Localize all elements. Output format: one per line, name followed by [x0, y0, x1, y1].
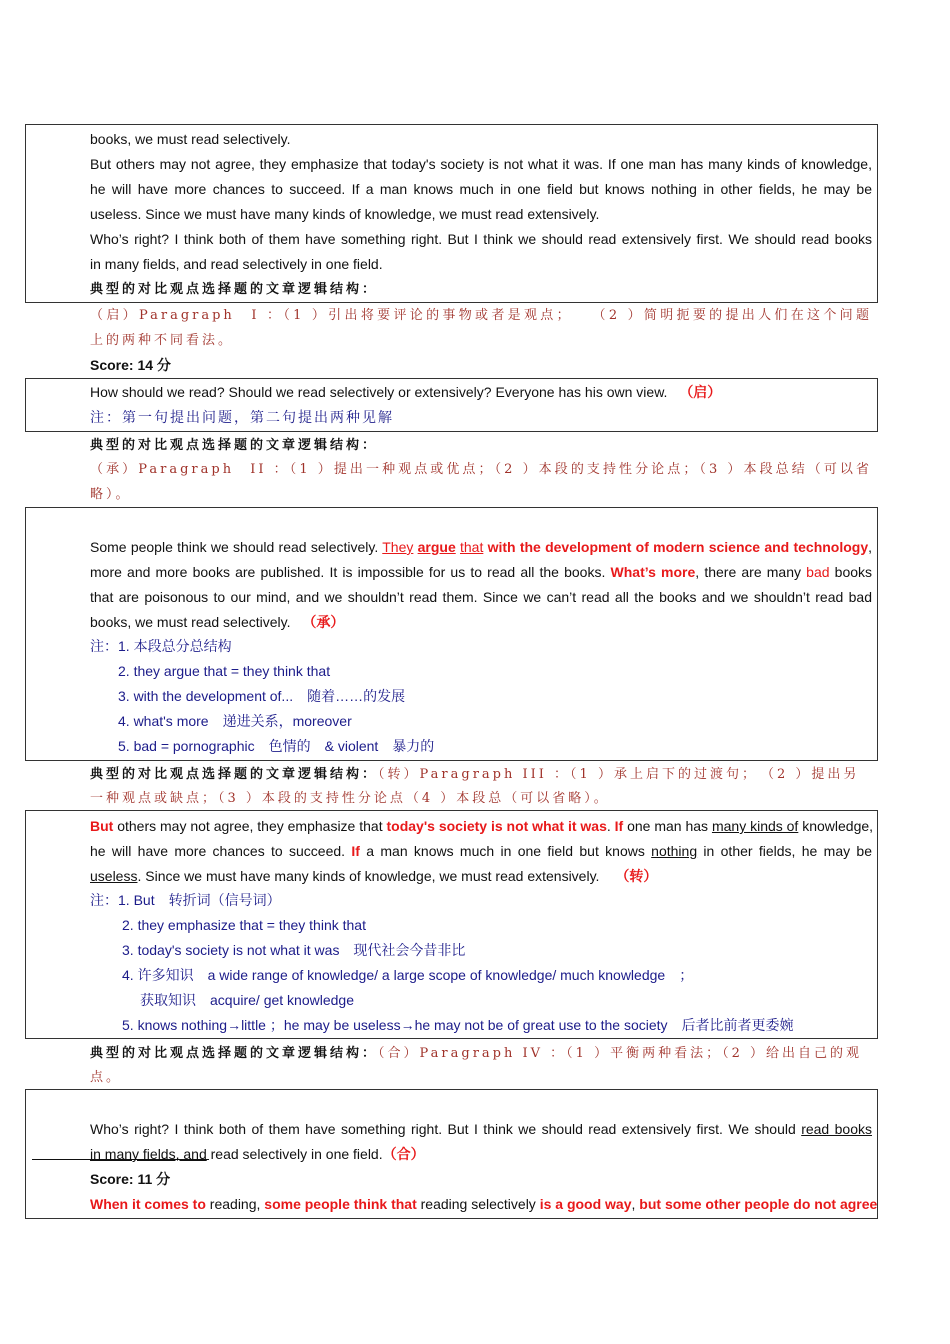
structure-heading: 典型的对比观点选择题的文章逻辑结构： — [90, 438, 379, 453]
essay-line: that are poisonous to our mind, and we shouldn’t read them. Since we can’t read all the books and we shouldn’t read bad — [90, 589, 872, 605]
highlight-text: some people think that — [264, 1196, 417, 1212]
paragraph-structure-note: （转）Paragraph III ：（1 ）承上启下的过渡句； （2 ）提出另 — [378, 767, 860, 782]
essay-text: others may not agree, they emphasize that — [113, 818, 387, 834]
essay-line: useless. Since we must have many kinds of knowledge, we must read extensively. — [90, 206, 600, 222]
essay-line: Who’s right? I think both of them have something right. But I think we should read extensively first. We should read books — [90, 231, 872, 247]
annotation-note: 注：1. But 转折词（信号词） — [90, 892, 281, 908]
essay-text: in other fields, he may be — [697, 843, 873, 859]
highlight-text: but some other people do not agree — [639, 1196, 878, 1212]
essay-text: Who’s right? I think both of them have something right. But I think we should read extensively first. We should — [90, 1121, 802, 1137]
highlight-text: If — [351, 843, 360, 859]
highlight-text: is a good way — [539, 1196, 632, 1212]
section-tag: （承） — [302, 614, 345, 630]
essay-text: reading, — [205, 1196, 265, 1212]
annotation-note: 4. what's more 递进关系，moreover — [118, 713, 352, 729]
essay-text: How should we read? Should we read selectively or extensively? Everyone has his own view. — [90, 384, 668, 400]
paragraph-structure-note: 点。 — [90, 1070, 123, 1085]
highlight-text: But — [90, 818, 114, 834]
underlined-text: in many fields, and — [90, 1146, 207, 1162]
structure-heading: 典型的对比观点选择题的文章逻辑结构： — [90, 282, 379, 297]
score-label: Score: 11 分 — [90, 1171, 171, 1187]
essay-line — [90, 380, 872, 405]
essay-text: more and more books are published. It is impossible for us to read all the books. — [90, 564, 606, 580]
structure-heading-line — [90, 761, 872, 786]
essay-line — [90, 560, 872, 585]
annotation-note: 5. knows nothing→little ；he may be useless→he may not be of great use to the society 后者比前者更委婉 — [122, 1017, 794, 1033]
essay-line — [90, 1192, 878, 1217]
annotation-note: 5. bad = pornographic 色情的 & violent 暴力的 — [118, 738, 435, 754]
essay-line: But others may not agree, they emphasize that today's society is not what it was. If one man has many kinds of knowledge, — [90, 156, 872, 172]
structure-heading: 典型的对比观点选择题的文章逻辑结构： — [90, 1046, 379, 1061]
paragraph-structure-note: 一种观点或缺点；（3 ）本段的支持性分论点（4 ）本段总（可以省略）。 — [90, 791, 610, 806]
essay-line: books, we must read selectively. — [90, 131, 291, 147]
essay-text: read selectively in one field. — [206, 1146, 383, 1162]
underlined-text: read books — [801, 1121, 872, 1137]
annotation-note: 注：第一句提出问题，第二句提出两种见解 — [90, 409, 394, 425]
essay-text: books — [834, 564, 873, 580]
essay-text: he will have more chances to succeed. — [90, 843, 352, 859]
essay-line — [90, 814, 872, 839]
highlight-text: with the development of modern science and technology — [487, 539, 869, 555]
paragraph-structure-note: （启）Paragraph I ：（1 ）引出将要评论的事物或者是观点； （2 ）简明扼要的提出人们在这个问题 — [90, 308, 872, 323]
annotation-note: 3. with the development of... 随着……的发展 — [118, 688, 406, 704]
underlined-text: nothing — [651, 843, 698, 859]
essay-line — [90, 864, 872, 889]
essay-text: Some people think we should read selectively. — [90, 539, 379, 555]
essay-text: . — [606, 818, 615, 834]
structure-heading: 典型的对比观点选择题的文章逻辑结构： — [90, 767, 379, 782]
underlined-text: many kinds of — [711, 818, 799, 834]
annotation-note: 4. 许多知识 a wide range of knowledge/ a large scope of knowledge/ much knowledge ； — [122, 967, 694, 983]
annotation-note: 3. today's society is not what it was 现代社会今昔非比 — [122, 942, 466, 958]
annotation-note: 2. they emphasize that = they think that — [122, 917, 366, 933]
highlight-text: They — [382, 539, 414, 555]
annotation-note: 获取知识 acquire/ get knowledge — [140, 992, 354, 1008]
essay-line — [90, 1142, 872, 1167]
essay-text: reading selectively — [416, 1196, 540, 1212]
essay-line — [90, 610, 872, 635]
essay-text: , — [631, 1196, 640, 1212]
essay-line: in many fields, and read selectively in one field. — [90, 256, 383, 272]
essay-text: . Since we must have many kinds of knowledge, we must read extensively. — [137, 868, 600, 884]
section-tag: （转） — [615, 868, 658, 884]
highlight-text: bad — [806, 564, 830, 580]
essay-line — [90, 535, 872, 560]
section-tag: （启） — [679, 384, 722, 400]
highlight-text: argue — [417, 539, 456, 555]
essay-text: one man has — [623, 818, 712, 834]
section-tag: （合） — [382, 1146, 425, 1162]
essay-line: he will have more chances to succeed. If a man knows much in one field but knows nothing in other fields, he may be — [90, 181, 872, 197]
highlight-text: When it comes to — [90, 1196, 206, 1212]
highlight-text: If — [614, 818, 624, 834]
paragraph-structure-note: （承）Paragraph II ：（1 ）提出一种观点或优点；（2 ）本段的支持性分论点；（3 ）本段总结（可以省 — [90, 462, 872, 477]
underlined-text: useless — [90, 868, 138, 884]
essay-line — [90, 1117, 872, 1142]
annotation-note: 注：1. 本段总分总结构 — [90, 638, 232, 654]
highlight-text: that — [460, 539, 484, 555]
essay-text: books, we must read selectively. — [90, 614, 291, 630]
essay-line — [90, 839, 872, 864]
paragraph-structure-note: 略）。 — [90, 487, 132, 502]
structure-heading-line — [90, 1040, 872, 1065]
highlight-text: What’s more — [610, 564, 696, 580]
essay-text: knowledge, — [798, 818, 874, 834]
highlight-text: today's society is not what it was — [386, 818, 607, 834]
essay-text: , there are many — [695, 564, 801, 580]
paragraph-structure-note: 上的两种不同看法。 — [90, 333, 235, 348]
score-label: Score: 14 分 — [90, 357, 171, 373]
paragraph-structure-note: （合）Paragraph IV ：（1 ）平衡两种看法；（2 ）给出自己的观 — [378, 1046, 862, 1061]
essay-text: , — [868, 539, 873, 555]
annotation-note: 2. they argue that = they think that — [118, 663, 331, 679]
essay-text: a man knows much in one field but knows — [359, 843, 652, 859]
